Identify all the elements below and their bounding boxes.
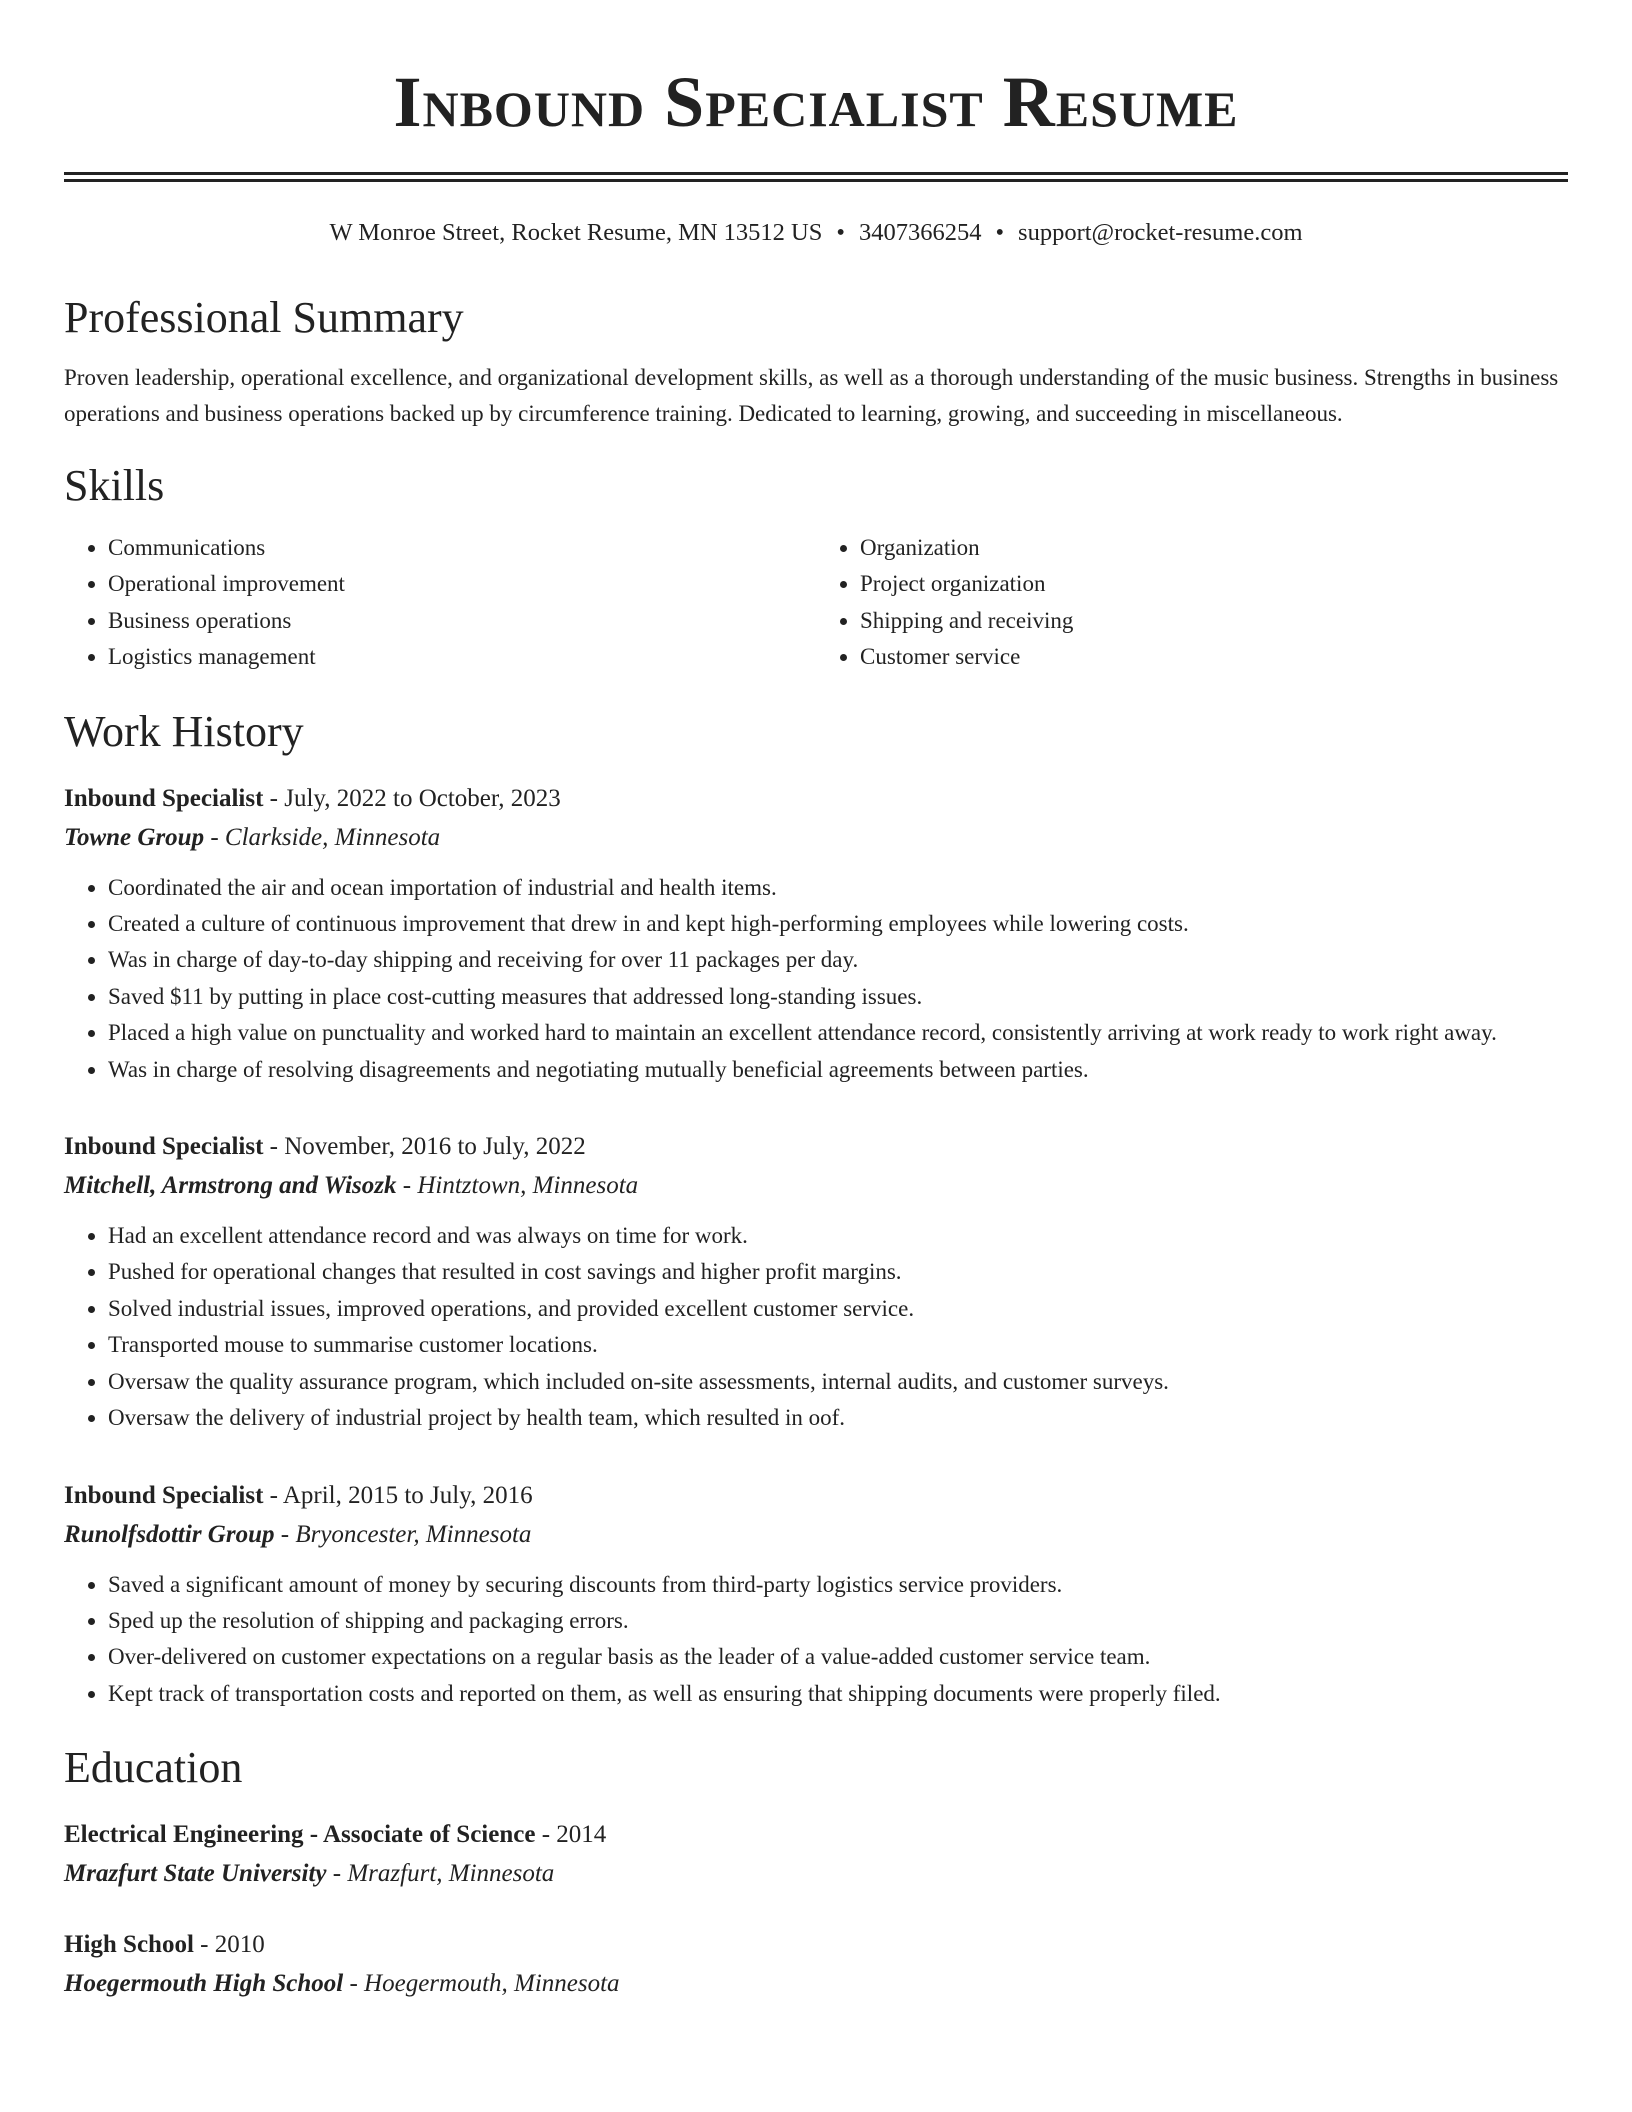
job-bullet: • Saved a significant amount of money by securing discounts from third-party logistics service providers.	[108, 1567, 1568, 1603]
job-bullets	[64, 1218, 1568, 1436]
job-employer	[64, 818, 1568, 858]
resume-title: Inbound Specialist Resume	[393, 62, 1239, 142]
job-title: Inbound Specialist	[64, 784, 264, 812]
contact-email[interactable]: support@rocket-resume.com	[1018, 219, 1303, 246]
job-title: Inbound Specialist	[64, 1481, 264, 1509]
job-company: Towne Group	[64, 823, 205, 851]
job-bullet: • Over-delivered on customer expectations on a regular basis as the leader of a value-added customer service team.	[108, 1639, 1568, 1675]
job-bullet: • Sped up the resolution of shipping and packaging errors.	[108, 1603, 1568, 1639]
job-title: Inbound Specialist	[64, 1133, 264, 1161]
skill-item: • Business operations	[108, 603, 816, 639]
job-entry	[64, 780, 1568, 1088]
skills-list	[64, 530, 1568, 676]
job-bullet: • Had an excellent attendance record and was always on time for work.	[108, 1218, 1568, 1254]
job-company: Runolfsdottir Group	[64, 1520, 275, 1548]
title-divider	[64, 172, 1568, 182]
job-bullet: • Pushed for operational changes that resulted in cost savings and higher profit margins.	[108, 1254, 1568, 1290]
education-institution	[64, 1964, 1568, 2004]
contact-address: W Monroe Street, Rocket Resume, MN 13512 US	[329, 219, 823, 246]
job-employer	[64, 1515, 1568, 1555]
education-entry	[64, 1816, 1568, 1894]
education-institution	[64, 1854, 1568, 1894]
job-bullets	[64, 1567, 1568, 1713]
job-dates: - April, 2015 to July, 2016	[263, 1481, 533, 1509]
job-bullet: • Coordinated the air and ocean importation of industrial and health items.	[108, 870, 1568, 906]
job-employer	[64, 1166, 1568, 1206]
summary-heading: Professional Summary	[64, 293, 464, 342]
education-degree: Electrical Engineering - Associate of Science	[64, 1821, 536, 1849]
education-location: - Mrazfurt, Minnesota	[326, 1860, 555, 1888]
skill-item: • Customer service	[860, 639, 1568, 675]
education-heading: Education	[64, 1743, 243, 1793]
job-bullets	[64, 870, 1568, 1088]
job-bullet: • Transported mouse to summarise customer locations.	[108, 1327, 1568, 1363]
job-bullet: • Solved industrial issues, improved operations, and provided excellent customer service.	[108, 1291, 1568, 1327]
contact-separator: •	[836, 219, 845, 246]
skills-heading: Skills	[64, 461, 165, 510]
job-header	[64, 780, 1568, 818]
job-bullet: • Created a culture of continuous improvement that drew in and kept high-performing employees while lowering costs.	[108, 906, 1568, 942]
job-header	[64, 1477, 1568, 1515]
job-bullet: • Oversaw the quality assurance program, which included on-site assessments, internal audits, and customer surveys.	[108, 1364, 1568, 1400]
skill-item: • Operational improvement	[108, 566, 816, 602]
education-school: Hoegermouth High School	[64, 1970, 344, 1998]
job-location: - Hintztown, Minnesota	[396, 1172, 639, 1200]
job-bullet: • Was in charge of day-to-day shipping and receiving for over 11 packages per day.	[108, 942, 1568, 978]
education-location: - Hoegermouth, Minnesota	[343, 1970, 620, 1998]
education-year: - 2014	[535, 1821, 607, 1849]
education-degree: High School	[64, 1931, 194, 1959]
skill-item: • Shipping and receiving	[860, 603, 1568, 639]
education-year: - 2010	[193, 1931, 265, 1959]
education-school: Mrazfurt State University	[64, 1860, 327, 1888]
job-entry	[64, 1128, 1568, 1436]
contact-phone: 3407366254	[858, 219, 982, 246]
job-bullet: • Oversaw the delivery of industrial project by health team, which resulted in oof.	[108, 1400, 1568, 1436]
skills-column-left	[64, 530, 816, 676]
job-bullet: • Kept track of transportation costs and reported on them, as well as ensuring that shipping documents were properly filed.	[108, 1676, 1568, 1712]
job-dates: - July, 2022 to October, 2023	[263, 784, 561, 812]
job-bullet: • Saved $11 by putting in place cost-cutting measures that addressed long-standing issues.	[108, 979, 1568, 1015]
job-dates: - November, 2016 to July, 2022	[263, 1133, 586, 1161]
summary-text: Proven leadership, operational excellence, and organizational development skills, as well as a thorough understanding of the music business. Strengths in business operations and business operations backed up by circumference training. Dedicated to learning, growing, and succeeding in miscellaneous.	[64, 365, 1559, 426]
education-header	[64, 1816, 1568, 1854]
job-bullet: • Was in charge of resolving disagreements and negotiating mutually beneficial agreements between parties.	[108, 1052, 1568, 1088]
contact-line	[64, 216, 1568, 250]
job-bullet: • Placed a high value on punctuality and worked hard to maintain an excellent attendance record, consistently arriving at work ready to work right away.	[108, 1015, 1568, 1051]
job-header	[64, 1128, 1568, 1166]
work-history-heading: Work History	[64, 706, 304, 756]
job-company: Mitchell, Armstrong and Wisozk	[64, 1172, 397, 1200]
skill-item: • Communications	[108, 530, 816, 566]
skill-item: • Logistics management	[108, 639, 816, 675]
job-location: - Clarkside, Minnesota	[204, 823, 441, 851]
education-entry	[64, 1926, 1568, 2004]
skill-item: • Organization	[860, 530, 1568, 566]
education-header	[64, 1926, 1568, 1964]
skill-item: • Project organization	[860, 566, 1568, 602]
job-entry	[64, 1477, 1568, 1713]
job-location: - Bryoncester, Minnesota	[274, 1520, 532, 1548]
contact-separator: •	[995, 219, 1005, 246]
skills-column-right	[816, 530, 1568, 676]
